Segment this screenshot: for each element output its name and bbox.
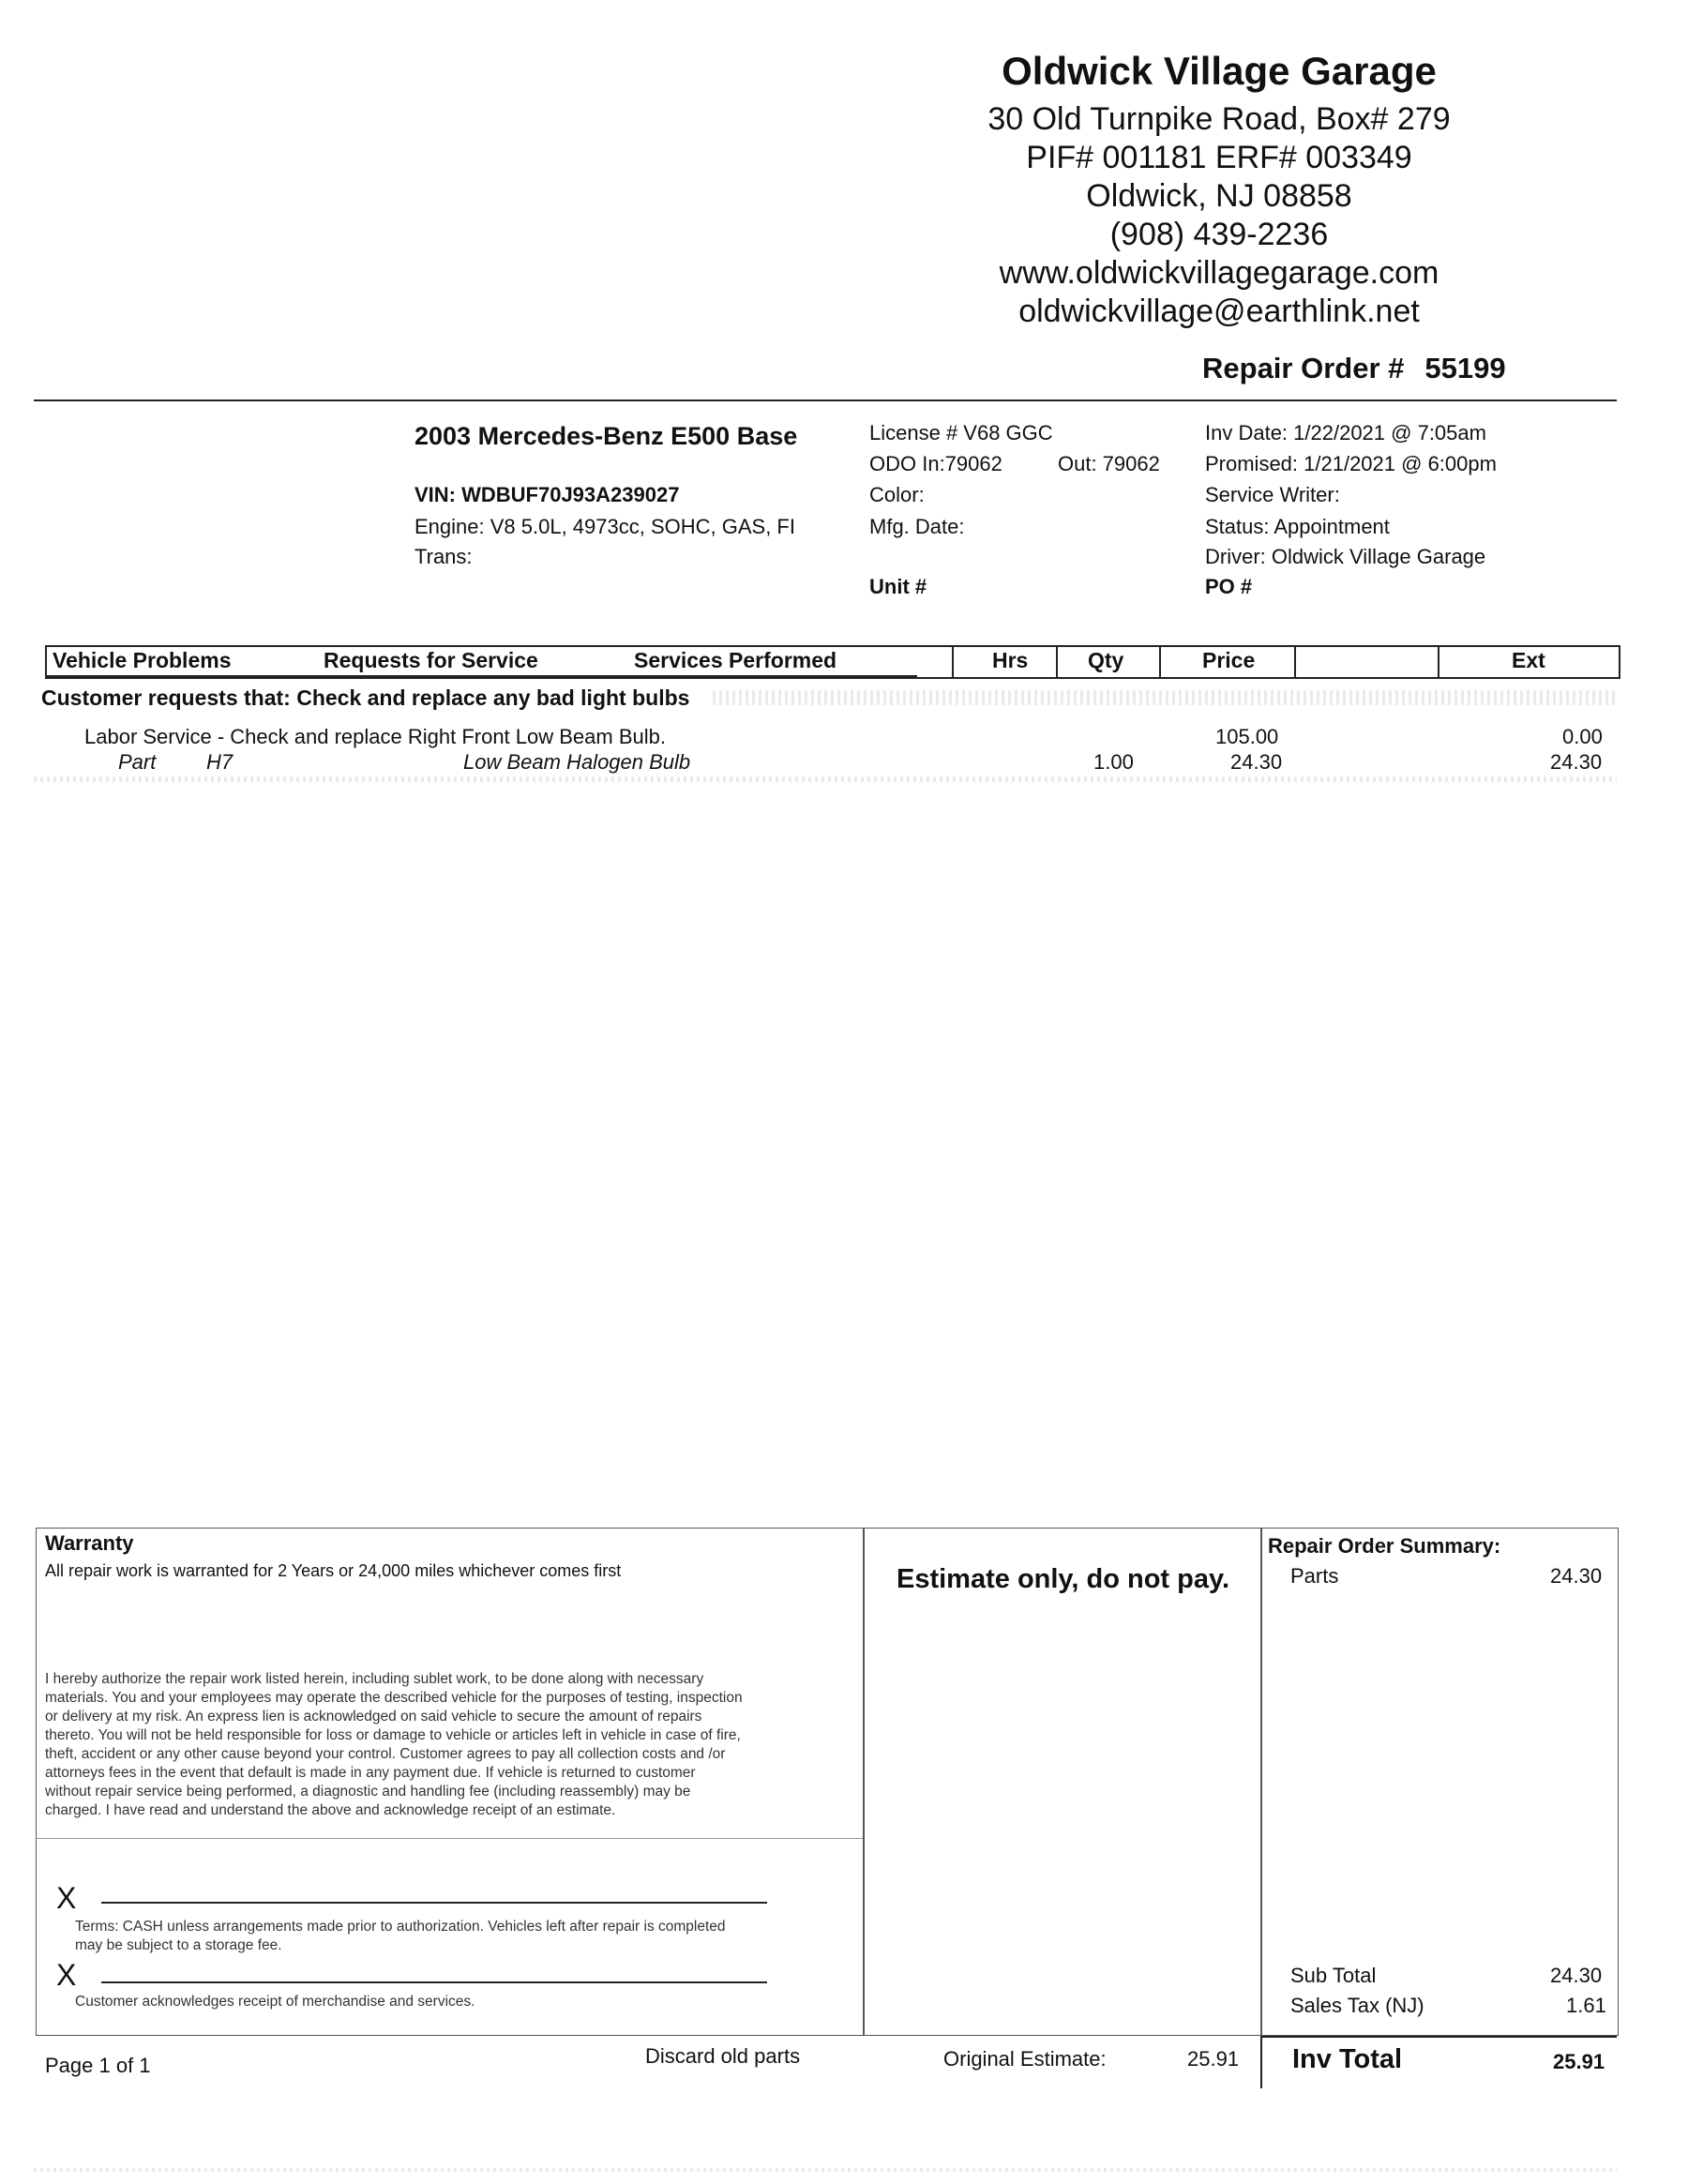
original-estimate-label: Original Estimate:	[943, 2047, 1107, 2071]
authorization-line-8: charged. I have read and understand the above and acknowledge receipt of an estimate.	[45, 1802, 616, 1818]
part-type: Part	[118, 750, 157, 774]
header-underline	[45, 675, 917, 678]
col-services: Services Performed	[634, 648, 837, 672]
service-writer: Service Writer:	[1205, 483, 1340, 506]
authorization-line-4: thereto. You will not be held responsible for loss or damage to vehicle or articles left in vehicle in case of fire,	[45, 1727, 741, 1743]
authorization-line-3: or delivery at my risk. An express lien is acknowledged on said vehicle to secure the amount of repairs	[45, 1709, 702, 1725]
labor-price: 105.00	[1215, 725, 1279, 748]
repair-order-value: 55199	[1424, 352, 1506, 384]
col-vehicle-problems: Vehicle Problems	[53, 648, 232, 672]
inv-total-label: Inv Total	[1292, 2044, 1403, 2074]
col-divider	[1294, 645, 1296, 677]
garage-website: www.oldwickvillagegarage.com	[999, 255, 1439, 291]
discard-old-parts: Discard old parts	[645, 2044, 801, 2068]
total-divider	[1260, 2036, 1617, 2038]
col-hrs: Hrs	[992, 648, 1029, 672]
garage-city: Oldwick, NJ 08858	[1086, 178, 1352, 214]
col-price: Price	[1202, 648, 1256, 672]
warranty-text: All repair work is warranted for 2 Years or 24,000 miles whichever comes first	[45, 1561, 622, 1580]
part-qty: 1.00	[1093, 750, 1134, 774]
authorization-line-7: without repair service being performed, a diagnostic and handling fee (including reassembly) may be	[45, 1784, 691, 1800]
summary-title: Repair Order Summary:	[1268, 1534, 1501, 1558]
warranty-title: Warranty	[45, 1531, 134, 1555]
estimate-note: Estimate only, do not pay.	[897, 1564, 1230, 1594]
garage-name: Oldwick Village Garage	[1002, 49, 1437, 93]
original-estimate-value: 25.91	[1187, 2047, 1240, 2071]
part-ext: 24.30	[1550, 750, 1603, 774]
vehicle-title: 2003 Mercedes-Benz E500 Base	[414, 422, 798, 450]
garage-address: 30 Old Turnpike Road, Box# 279	[987, 101, 1451, 137]
col-qty: Qty	[1088, 648, 1124, 672]
receipt-text: Customer acknowledges receipt of merchandise and services.	[75, 1994, 475, 2010]
vehicle-vin: VIN: WDBUF70J93A239027	[414, 483, 680, 506]
vehicle-color: Color:	[869, 483, 925, 506]
authorization-line-1: I hereby authorize the repair work listed herein, including sublet work, to be done along with necessary	[45, 1671, 704, 1687]
summary-box	[1260, 1528, 1619, 2036]
labor-ext: 0.00	[1562, 725, 1603, 748]
subtotal-value: 24.30	[1550, 1964, 1603, 1987]
labor-description: Labor Service - Check and replace Right Front Low Beam Bulb.	[84, 725, 666, 748]
po-number: PO #	[1205, 575, 1253, 598]
estimate-box	[863, 1528, 1262, 2036]
authorization-line-5: theft, accident or any other cause beyond your control. Customer agrees to pay all collection costs and /or	[45, 1746, 726, 1762]
unit-number: Unit #	[869, 575, 927, 598]
garage-email: oldwickvillage@earthlink.net	[1018, 294, 1420, 329]
status: Status: Appointment	[1205, 515, 1390, 538]
part-description: Low Beam Halogen Bulb	[463, 750, 691, 774]
vehicle-trans: Trans:	[414, 545, 473, 568]
sales-tax-value: 1.61	[1566, 1994, 1606, 2017]
scan-noise	[34, 776, 1617, 782]
authorization-line-2: materials. You and your employees may operate the described vehicle for the purposes of testing, inspection	[45, 1690, 743, 1706]
inv-date: Inv Date: 1/22/2021 @ 7:05am	[1205, 421, 1486, 444]
garage-phone: (908) 439-2236	[1109, 217, 1329, 252]
garage-pif-erf: PIF# 001181 ERF# 003349	[1026, 140, 1412, 175]
odo-in: ODO In:79062	[869, 452, 1002, 475]
col-ext: Ext	[1512, 648, 1545, 672]
license-number: License # V68 GGC	[869, 421, 1053, 444]
subtotal-label: Sub Total	[1290, 1964, 1377, 1987]
scan-noise	[713, 690, 1617, 705]
header-divider	[34, 399, 1617, 401]
terms-line-1: Terms: CASH unless arrangements made prior to authorization. Vehicles left after repair is completed	[75, 1919, 726, 1935]
col-divider	[1159, 645, 1161, 677]
total-left-border	[1260, 2036, 1262, 2088]
warranty-box	[36, 1528, 865, 2036]
sales-tax-label: Sales Tax (NJ)	[1290, 1994, 1424, 2017]
col-requests: Requests for Service	[324, 648, 538, 672]
repair-order-label: Repair Order #	[1202, 352, 1405, 384]
col-divider	[1056, 645, 1058, 677]
summary-parts-label: Parts	[1290, 1564, 1339, 1588]
part-code: H7	[206, 750, 234, 774]
terms-line-2: may be subject to a storage fee.	[75, 1937, 282, 1953]
page-number: Page 1 of 1	[45, 2054, 151, 2077]
col-divider	[1438, 645, 1439, 677]
summary-parts-value: 24.30	[1550, 1564, 1603, 1588]
col-divider	[952, 645, 954, 677]
section-divider	[36, 1838, 863, 1839]
inv-total-value: 25.91	[1553, 2050, 1605, 2073]
mfg-date: Mfg. Date:	[869, 515, 965, 538]
authorization-line-6: attorneys fees in the event that default is made in any payment due. If vehicle is returned to customer	[45, 1765, 696, 1781]
vehicle-engine: Engine: V8 5.0L, 4973cc, SOHC, GAS, FI	[414, 515, 795, 538]
odo-out: Out: 79062	[1058, 452, 1160, 475]
part-price: 24.30	[1230, 750, 1283, 774]
signature-line[interactable]	[101, 1902, 767, 1904]
customer-request: Customer requests that: Check and replace any bad light bulbs	[41, 685, 690, 710]
signature-x-mark: X	[56, 1881, 77, 1915]
receipt-signature-line[interactable]	[101, 1981, 767, 1983]
driver: Driver: Oldwick Village Garage	[1205, 545, 1486, 568]
scan-noise	[34, 2168, 1617, 2172]
repair-order-number	[1202, 352, 1506, 385]
promised-date: Promised: 1/21/2021 @ 6:00pm	[1205, 452, 1497, 475]
receipt-x-mark: X	[56, 1958, 77, 1992]
